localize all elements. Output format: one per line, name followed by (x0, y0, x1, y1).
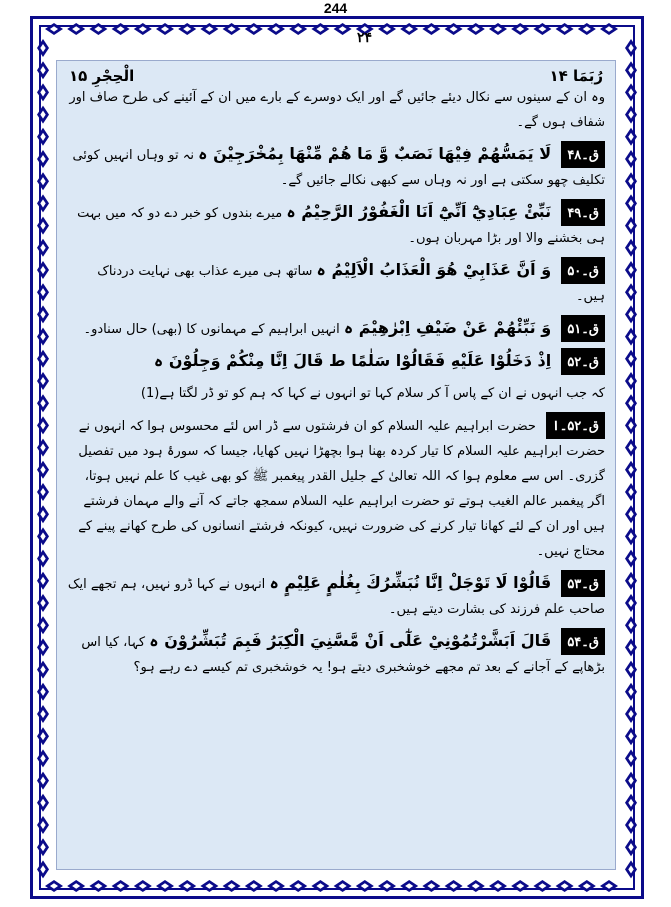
paragraph (67, 628, 605, 680)
page-number: 244 (323, 0, 348, 16)
urdu-text: نہ تو وہاں انہیں کوئی تکلیف چھو سکتی ہے اور نہ وہاں سے کبھی نکالے جائیں گے۔ (72, 148, 605, 188)
verse-badge: ق۔۵۱ (561, 315, 605, 342)
arabic-verse: اِذْ دَخَلُوْا عَلَيْهِ فَقَالُوْا سَلٰمًا ط قَالَ اِنَّا مِنْكُمْ وَجِلُوْنَ ہ (153, 351, 552, 370)
urdu-text: کہا، کیا اس بڑھاپے کے آجانے کے بعد تم مجھے خوشخبری دیتے ہو! یہ خوشخبری تم کیسے دے رہے ہو؟ (81, 635, 605, 675)
header-para-name: رُبَمَا ۱۴ (549, 67, 603, 85)
urdu-text: انہیں ابراہیم کے مہمانوں کا (بھی) حال سنادو۔ (83, 322, 340, 337)
paragraph (67, 348, 605, 375)
paragraph (67, 412, 605, 564)
reference-mark: ۲۴ (357, 29, 373, 45)
arabic-verse: وَ اَنَّ عَذَابِيْ هُوَ الْعَذَابُ الْاَلِيْمُ ہ (316, 260, 552, 279)
arabic-verse: وَ نَبِّئْهُمْ عَنْ ضَيْفِ اِبْرٰهِيْمَ ہ (343, 318, 552, 337)
urdu-text: حضرت ابراہیم علیہ السلام کو ان فرشتوں سے ڈر اس لئے محسوس ہوا کہ انہوں نے حضرت ابراہیم علیہ السلام کا تیار کردہ بھنا ہوا بچھڑا نہیں کھایا، جیسا کہ سورۂ ہود میں تفصیل گزری۔ اس سے معلوم ہوا کہ اللہ تعالیٰ کے جلیل القدر پیغمبر ﷺ کو بھی غیب کا علم نہیں ہوتا، اگر پیغمبر عالم الغیب ہوتے تو حضرت ابراہیم علیہ السلام سمجھ جاتے کہ آنے والے مہمان فرشتے ہیں اور ان کے لئے کھانا تیار کرنے کی ضرورت نہیں، کیونکہ فرشتے انسانوں کی طرح کھانے پینے کے محتاج نہیں۔ (78, 419, 605, 559)
paragraph (67, 85, 605, 135)
paragraph (67, 257, 605, 309)
paragraph (67, 381, 605, 406)
arabic-verse: قَالَ اَبَشَّرْتُمُوْنِيْ عَلٰٓى اَنْ مَّسَّنِيَ الْكِبَرُ فَبِمَ تُبَشِّرُوْنَ ہ (149, 631, 552, 650)
verse-badge: ق۔۴۸ (561, 141, 605, 168)
urdu-text: وہ ان کے سینوں سے نکال دیئے جائیں گے اور ایک دوسرے کے بارے میں ان کے آئینے کی طرح صاف اور شفاف ہوں گے۔ (69, 90, 605, 130)
verse-badge: ق۔۴۹ (561, 199, 605, 226)
urdu-text: انہوں نے کہا ڈرو نہیں، ہم تجھے ایک صاحب علم فرزند کی بشارت دیتے ہیں۔ (67, 577, 605, 617)
translation-text (57, 85, 615, 680)
urdu-text: کہ جب انہوں نے ان کے پاس آ کر سلام کہا تو انہوں نے کہا کہ ہم کو تو ڈر لگتا ہے(1) (140, 386, 605, 401)
paragraph (67, 199, 605, 251)
paragraph (67, 570, 605, 622)
verse-badge: ق۔۵۴ (561, 628, 605, 655)
urdu-text: ساتھ ہی میرے عذاب بھی نہایت دردناک ہیں۔ (97, 264, 605, 304)
paragraph (67, 141, 605, 193)
arabic-verse: قَالُوْا لَا تَوْجَلْ اِنَّا نُبَشِّرُكَ بِغُلٰمٍ عَلِيْمٍ ہ (269, 573, 552, 592)
page-header (57, 61, 615, 85)
arabic-verse: نَبِّئْ عِبَادِيْٓ اَنِّيْٓ اَنَا الْغَفُوْرُ الرَّحِيْمُ ہ (286, 202, 552, 221)
paragraph (67, 315, 605, 342)
arabic-verse: لَا يَمَسُّهُمْ فِيْهَا نَصَبٌ وَّ مَا هُمْ مِّنْهَا بِمُخْرَجِيْنَ ہ (198, 144, 552, 163)
verse-badge: ق۔۵۳ (561, 570, 605, 597)
text-panel (56, 29, 616, 870)
footnote-badge: ق۔۵۲۔ا (546, 412, 605, 439)
urdu-text: میرے بندوں کو خبر دے دو کہ میں بہت ہی بخشنے والا اور بڑا مہربان ہوں۔ (77, 206, 605, 246)
verse-badge: ق۔۵۲ (561, 348, 605, 375)
header-surah-name: الْحِجْرِ ۱۵ (69, 67, 135, 85)
verse-badge: ق۔۵۰ (561, 257, 605, 284)
